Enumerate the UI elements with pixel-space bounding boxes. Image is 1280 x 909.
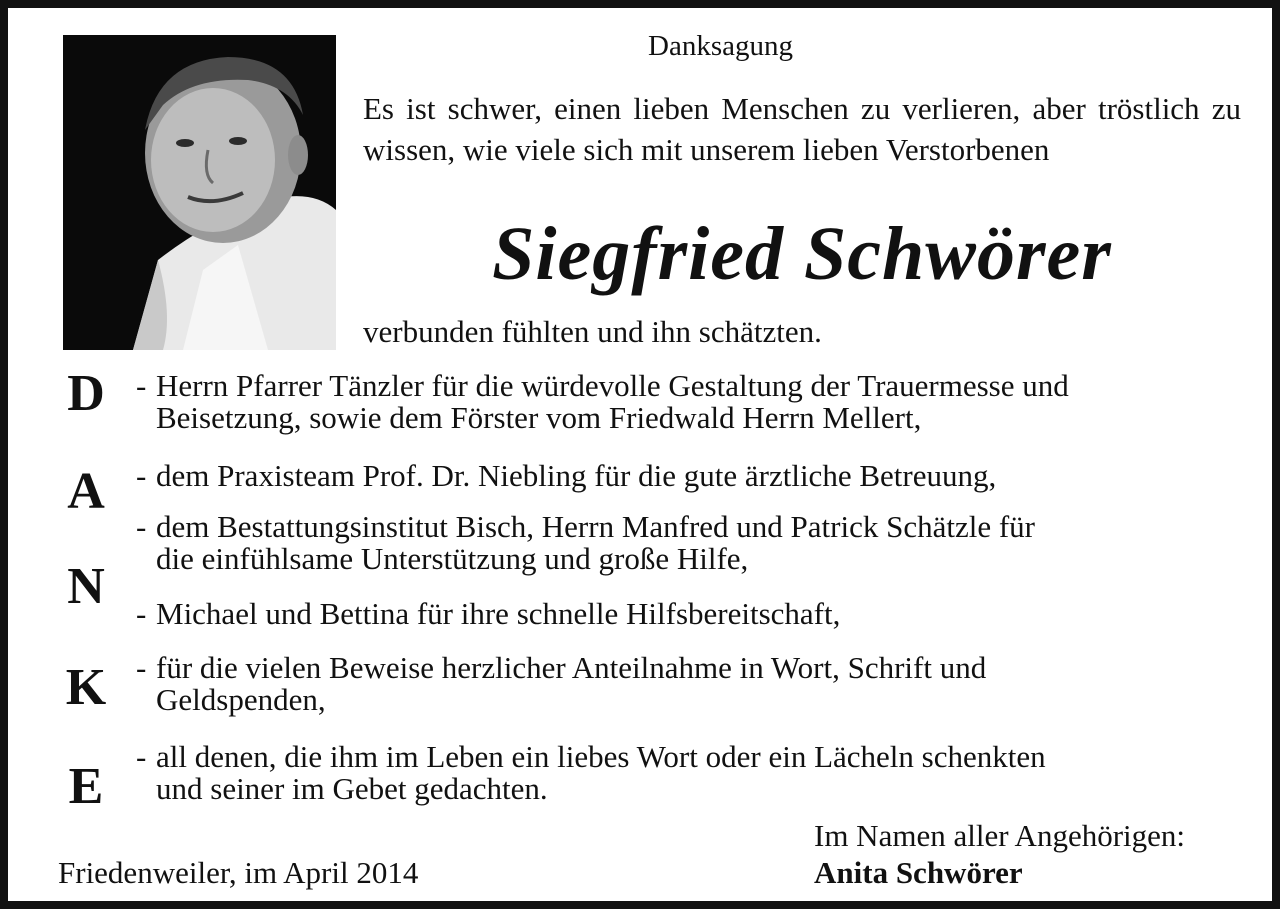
danke-letter-d: D bbox=[67, 365, 105, 422]
thanks-line: dem Praxisteam Prof. Dr. Niebling für die gute ärztliche Betreuung, bbox=[156, 458, 997, 493]
portrait-photo bbox=[63, 35, 336, 350]
thanks-item: - Michael und Bettina für ihre schnelle Hilfsbereitschaft, bbox=[136, 596, 841, 631]
signature-name: Anita Schwörer bbox=[814, 855, 1023, 890]
place-date: Friedenweiler, im April 2014 bbox=[58, 855, 419, 890]
outro-text: verbunden fühlten und ihn schätzten. bbox=[363, 314, 822, 349]
thanks-line: Geldspenden, bbox=[156, 682, 326, 717]
thanks-item: - all denen, die ihm im Leben ein liebes Wort oder ein Lächeln schenkten und seiner im Gebet gedachten. bbox=[136, 741, 1236, 805]
thanks-line: die einfühlsame Unterstützung und große Hilfe, bbox=[156, 541, 749, 576]
thanks-item: - dem Praxisteam Prof. Dr. Niebling für die gute ärztliche Betreuung, bbox=[136, 458, 997, 493]
notice-heading: Danksagung bbox=[648, 30, 793, 62]
thanks-line: Herrn Pfarrer Tänzler für die würdevolle Gestaltung der Trauermesse und bbox=[156, 368, 1069, 403]
thanks-line: dem Bestattungsinstitut Bisch, Herrn Manfred und Patrick Schätzle für bbox=[156, 509, 1036, 544]
thanks-line: für die vielen Beweise herzlicher Anteilnahme in Wort, Schrift und bbox=[156, 650, 987, 685]
thanks-item: - Herrn Pfarrer Tänzler für die würdevolle Gestaltung der Trauermesse und Beisetzung, sowie dem Förster vom Friedwald Herrn Mellert, bbox=[136, 370, 1236, 434]
thanks-item: - für die vielen Beweise herzlicher Anteilnahme in Wort, Schrift und Geldspenden, bbox=[136, 652, 1236, 716]
danke-letter-a: A bbox=[67, 463, 105, 520]
deceased-name: Siegfried Schwörer bbox=[492, 212, 1112, 296]
thanks-line: und seiner im Gebet gedachten. bbox=[156, 771, 548, 806]
portrait-icon bbox=[63, 35, 336, 350]
thanks-item: - dem Bestattungsinstitut Bisch, Herrn Manfred und Patrick Schätzle für die einfühlsame Unterstützung und große Hilfe, bbox=[136, 511, 1236, 575]
intro-text: Es ist schwer, einen lieben Menschen zu verlieren, aber tröstlich zu wissen, wie viele sich mit unserem lieben Verstorbenen bbox=[363, 91, 1241, 167]
thanks-line: Beisetzung, sowie dem Förster vom Friedwald Herrn Mellert, bbox=[156, 400, 922, 435]
danke-letter-e: E bbox=[68, 758, 104, 815]
danke-letter-n: N bbox=[67, 558, 105, 615]
signature-intro: Im Namen aller Angehörigen: bbox=[814, 818, 1186, 853]
thanks-line: all denen, die ihm im Leben ein liebes Wort oder ein Lächeln schenkten bbox=[156, 739, 1046, 774]
danke-letter-k: K bbox=[65, 659, 107, 716]
thanks-line: Michael und Bettina für ihre schnelle Hilfsbereitschaft, bbox=[156, 596, 841, 631]
